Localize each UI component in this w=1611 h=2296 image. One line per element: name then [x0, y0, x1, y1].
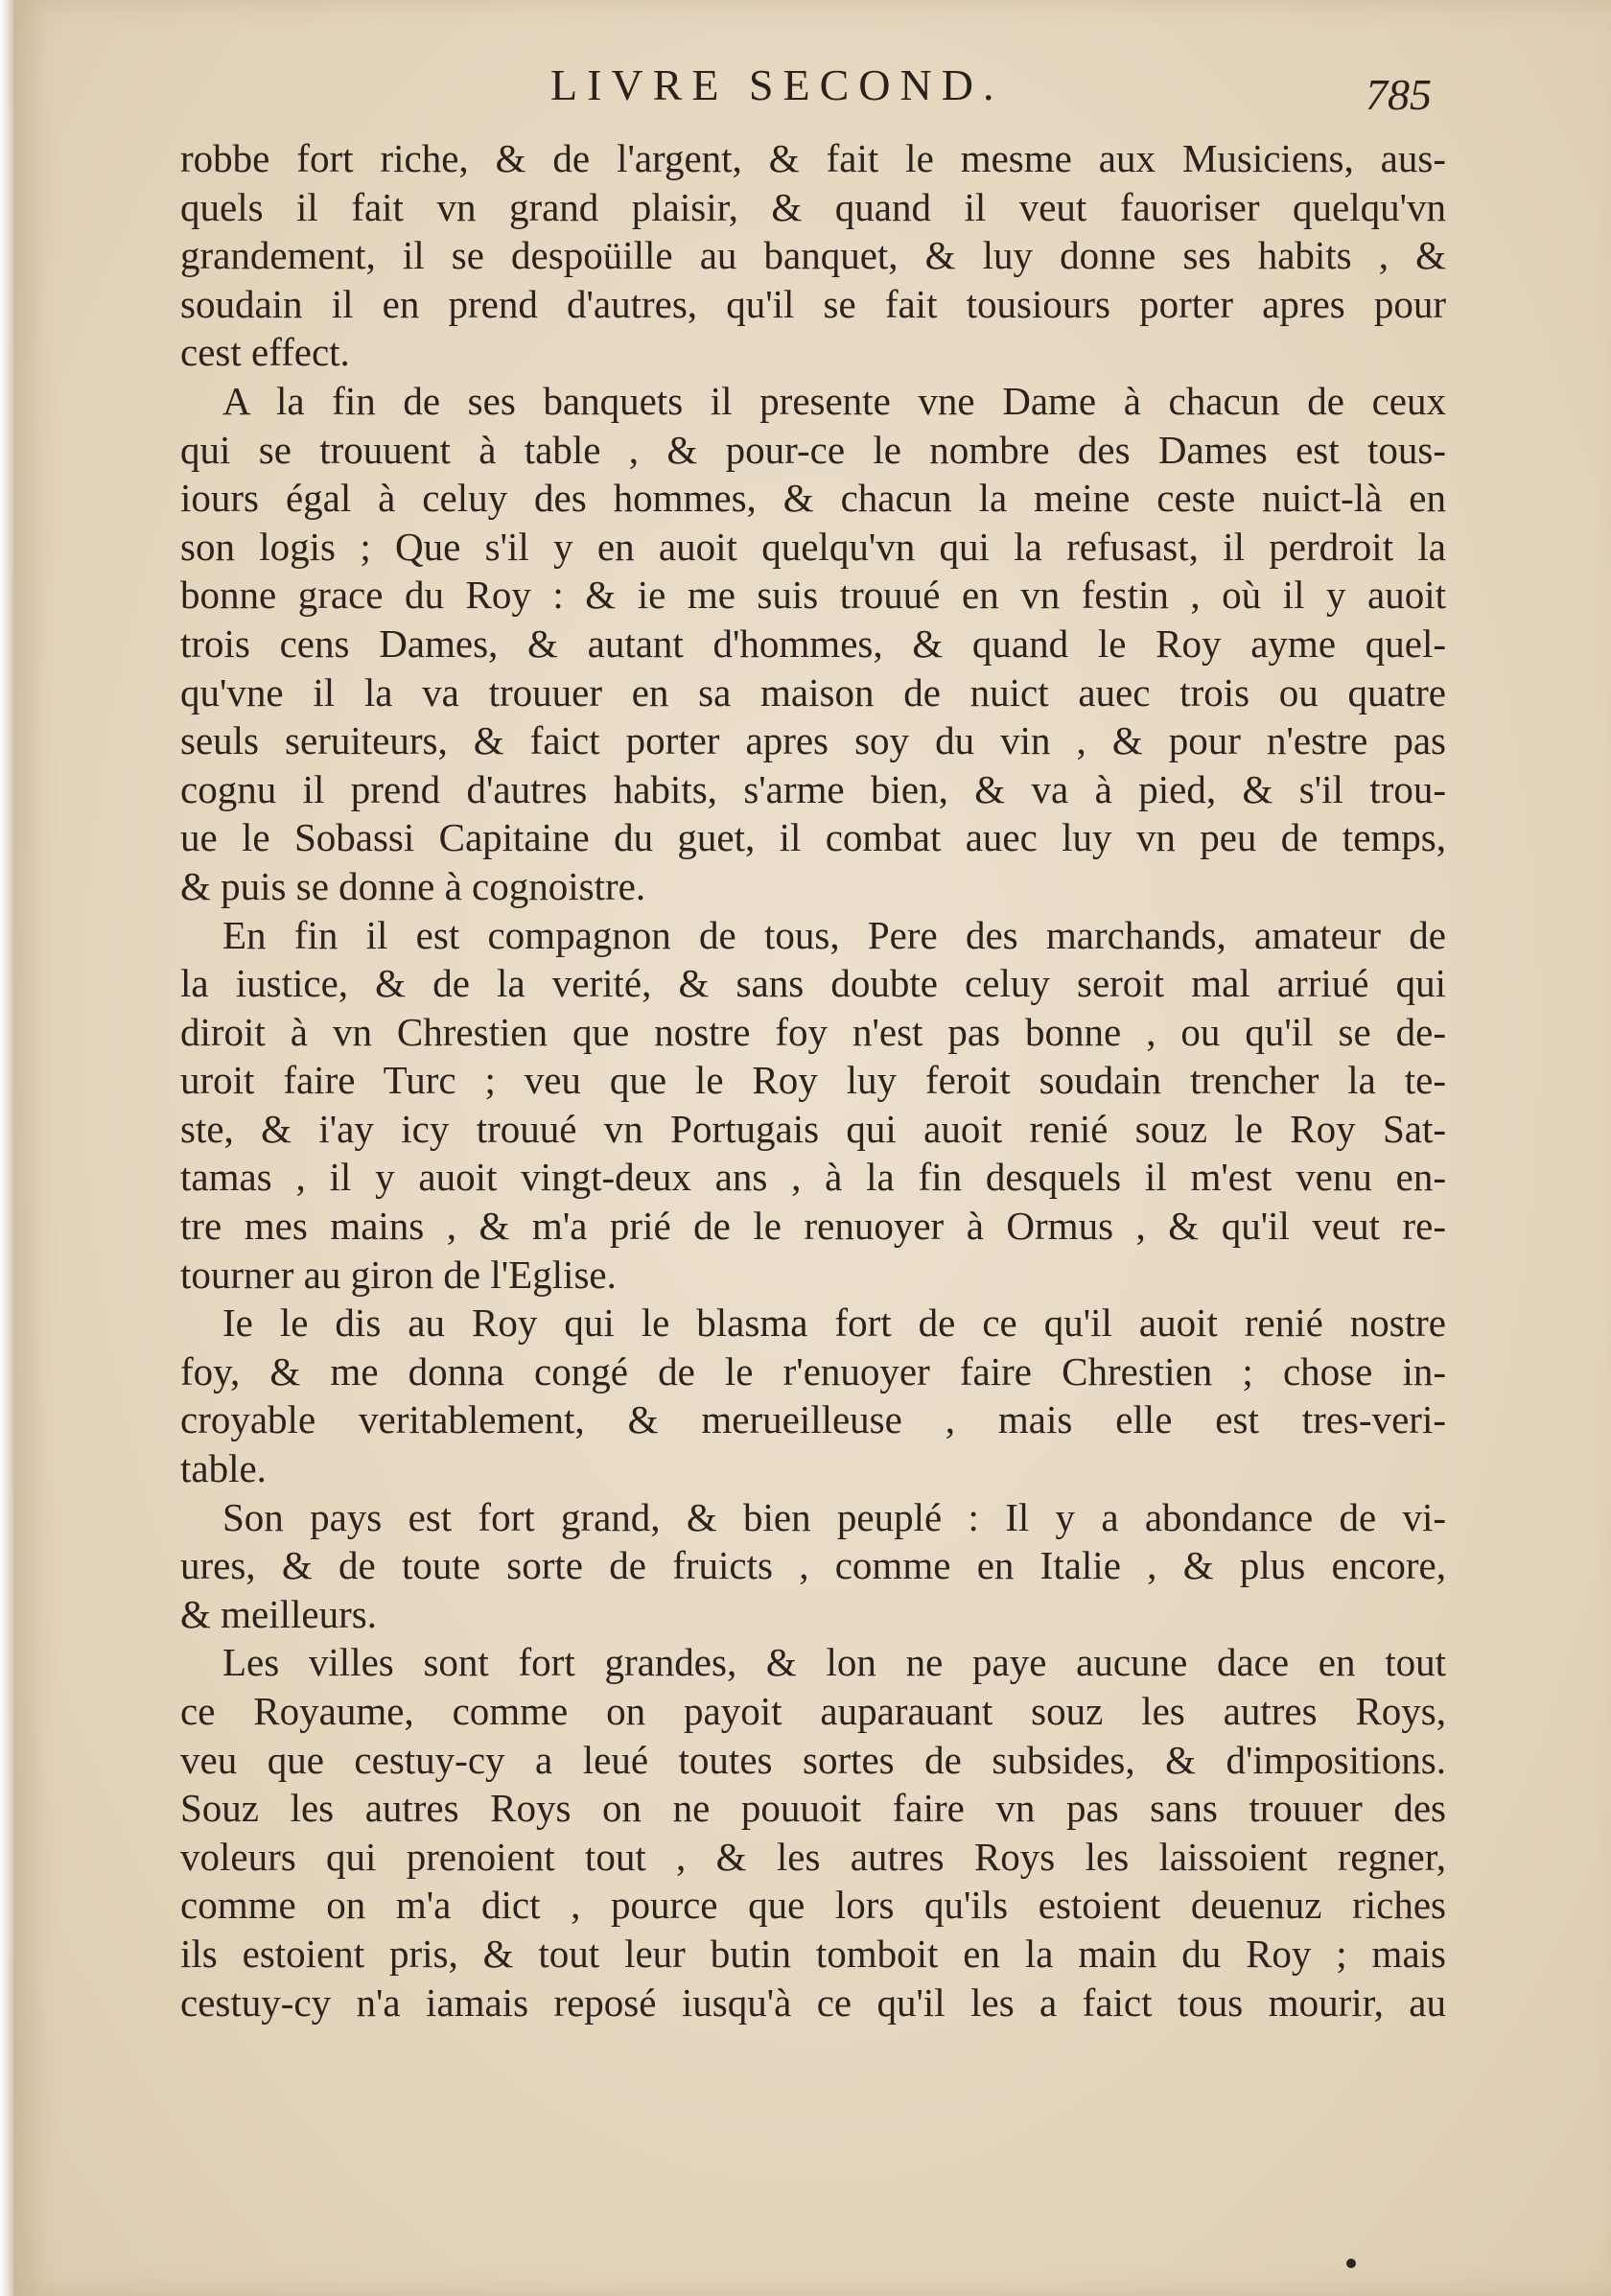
text-line: table. — [180, 1446, 267, 1491]
text-line: cognu il prend d'autres habits, s'arme bien, & va à pied, & s'il trou- — [180, 766, 1446, 811]
text-line: veu que cestuy-cy a leué toutes sortes de subsides, & d'impositions. — [180, 1737, 1446, 1782]
text-line: ce Royaume, comme on payoit auparauant souz les autres Roys, — [180, 1689, 1446, 1733]
text-line: quels il fait vn grand plaisir, & quand il veut fauoriser quelqu'vn — [180, 184, 1446, 229]
paragraph-4 — [180, 1299, 1446, 1492]
text-line: Les villes sont fort grandes, & lon ne paye aucune dace en tout — [222, 1640, 1446, 1685]
text-line: Ie le dis au Roy qui le blasma fort de ce qu'il auoit renié nostre — [222, 1300, 1446, 1346]
text-line: croyable veritablement, & merueilleuse , mais elle est tres-veri- — [180, 1397, 1446, 1442]
text-line: iours égal à celuy des hommes, & chacun la meine ceste nuict-là en — [180, 476, 1446, 521]
text-line: & meilleurs. — [180, 1591, 377, 1636]
text-line: foy, & me donna congé de le r'enuoyer faire Chrestien ; chose in- — [180, 1348, 1446, 1394]
text-line: uroit faire Turc ; veu que le Roy luy feroit soudain trencher la te- — [180, 1058, 1446, 1103]
text-line: cestuy-cy n'a iamais reposé iusqu'à ce qu'il les a faict tous mourir, au — [180, 1980, 1446, 2025]
ink-speck — [1346, 2259, 1356, 2268]
text-line: la iustice, & de la verité, & sans doubte celuy seroit mal arriué qui — [180, 961, 1446, 1006]
text-line: trois cens Dames, & autant d'hommes, & quand le Roy ayme quel- — [180, 621, 1446, 666]
text-line: tamas , il y auoit vingt-deux ans , à la fin desquels il m'est venu en- — [180, 1155, 1446, 1200]
text-line: ue le Sobassi Capitaine du guet, il combat auec luy vn peu de temps, — [180, 815, 1446, 860]
paragraph-5 — [180, 1493, 1446, 1639]
text-line: tre mes mains , & m'a prié de le renuoyer à Ormus , & qu'il veut re- — [180, 1204, 1446, 1249]
book-page — [13, 0, 1611, 2296]
text-line: voleurs qui prenoient tout , & les autres Roys les laissoient regner, — [180, 1834, 1446, 1879]
text-line: cest effect. — [180, 330, 350, 375]
text-line: robbe fort riche, & de l'argent, & fait le mesme aux Musiciens, aus- — [180, 136, 1446, 180]
page-header — [13, 59, 1611, 127]
text-line: ste, & i'ay icy trouué vn Portugais qui auoit renié souz le Roy Sat- — [180, 1106, 1446, 1151]
text-line: bonne grace du Roy : & ie me suis trouué en vn festin , où il y auoit — [180, 573, 1446, 618]
text-line: & puis se donne à cognoistre. — [180, 863, 646, 908]
text-line: qui se trouuent à table , & pour-ce le nombre des Dames est tous- — [180, 427, 1446, 472]
text-line: Son pays est fort grand, & bien peuplé : Il y a abondance de vi- — [222, 1494, 1446, 1539]
text-line: tourner au giron de l'Eglise. — [180, 1252, 617, 1297]
text-line: seuls seruiteurs, & faict porter apres soy du vin , & pour n'estre pas — [180, 718, 1446, 763]
paragraph-1 — [180, 134, 1446, 377]
text-line: ures, & de toute sorte de fruicts , comme en Italie , & plus encore, — [180, 1543, 1446, 1588]
page-number: 785 — [1366, 70, 1432, 119]
paragraph-2 — [180, 377, 1446, 911]
text-line: son logis ; Que s'il y en auoit quelqu'vn qui la refusast, il perdroit la — [180, 524, 1446, 569]
text-line: grandement, il se despoüille au banquet, & luy donne ses habits , & — [180, 233, 1446, 278]
binding-edge — [0, 0, 13, 2296]
text-line: comme on m'a dict , pource que lors qu'ils estoient deuenuz riches — [180, 1883, 1446, 1928]
text-line: ils estoient pris, & tout leur butin tomboit en la main du Roy ; mais — [180, 1931, 1446, 1976]
text-line: soudain il en prend d'autres, qu'il se fait tousiours porter apres pour — [180, 281, 1446, 326]
text-line: En fin il est compagnon de tous, Pere des marchands, amateur de — [222, 912, 1446, 957]
text-line: qu'vne il la va trouuer en sa maison de nuict auec trois ou quatre — [180, 669, 1446, 715]
paragraph-3 — [180, 911, 1446, 1300]
text-line: Souz les autres Roys on ne pouuoit faire vn pas sans trouuer des — [180, 1786, 1446, 1831]
text-line: diroit à vn Chrestien que nostre foy n'est pas bonne , ou qu'il se de- — [180, 1009, 1446, 1054]
paragraph-6 — [180, 1638, 1446, 2027]
text-line: A la fin de ses banquets il presente vne Dame à chacun de ceux — [222, 378, 1446, 423]
body-text — [180, 134, 1446, 2027]
running-title: LIVRE SECOND. — [550, 60, 1004, 109]
